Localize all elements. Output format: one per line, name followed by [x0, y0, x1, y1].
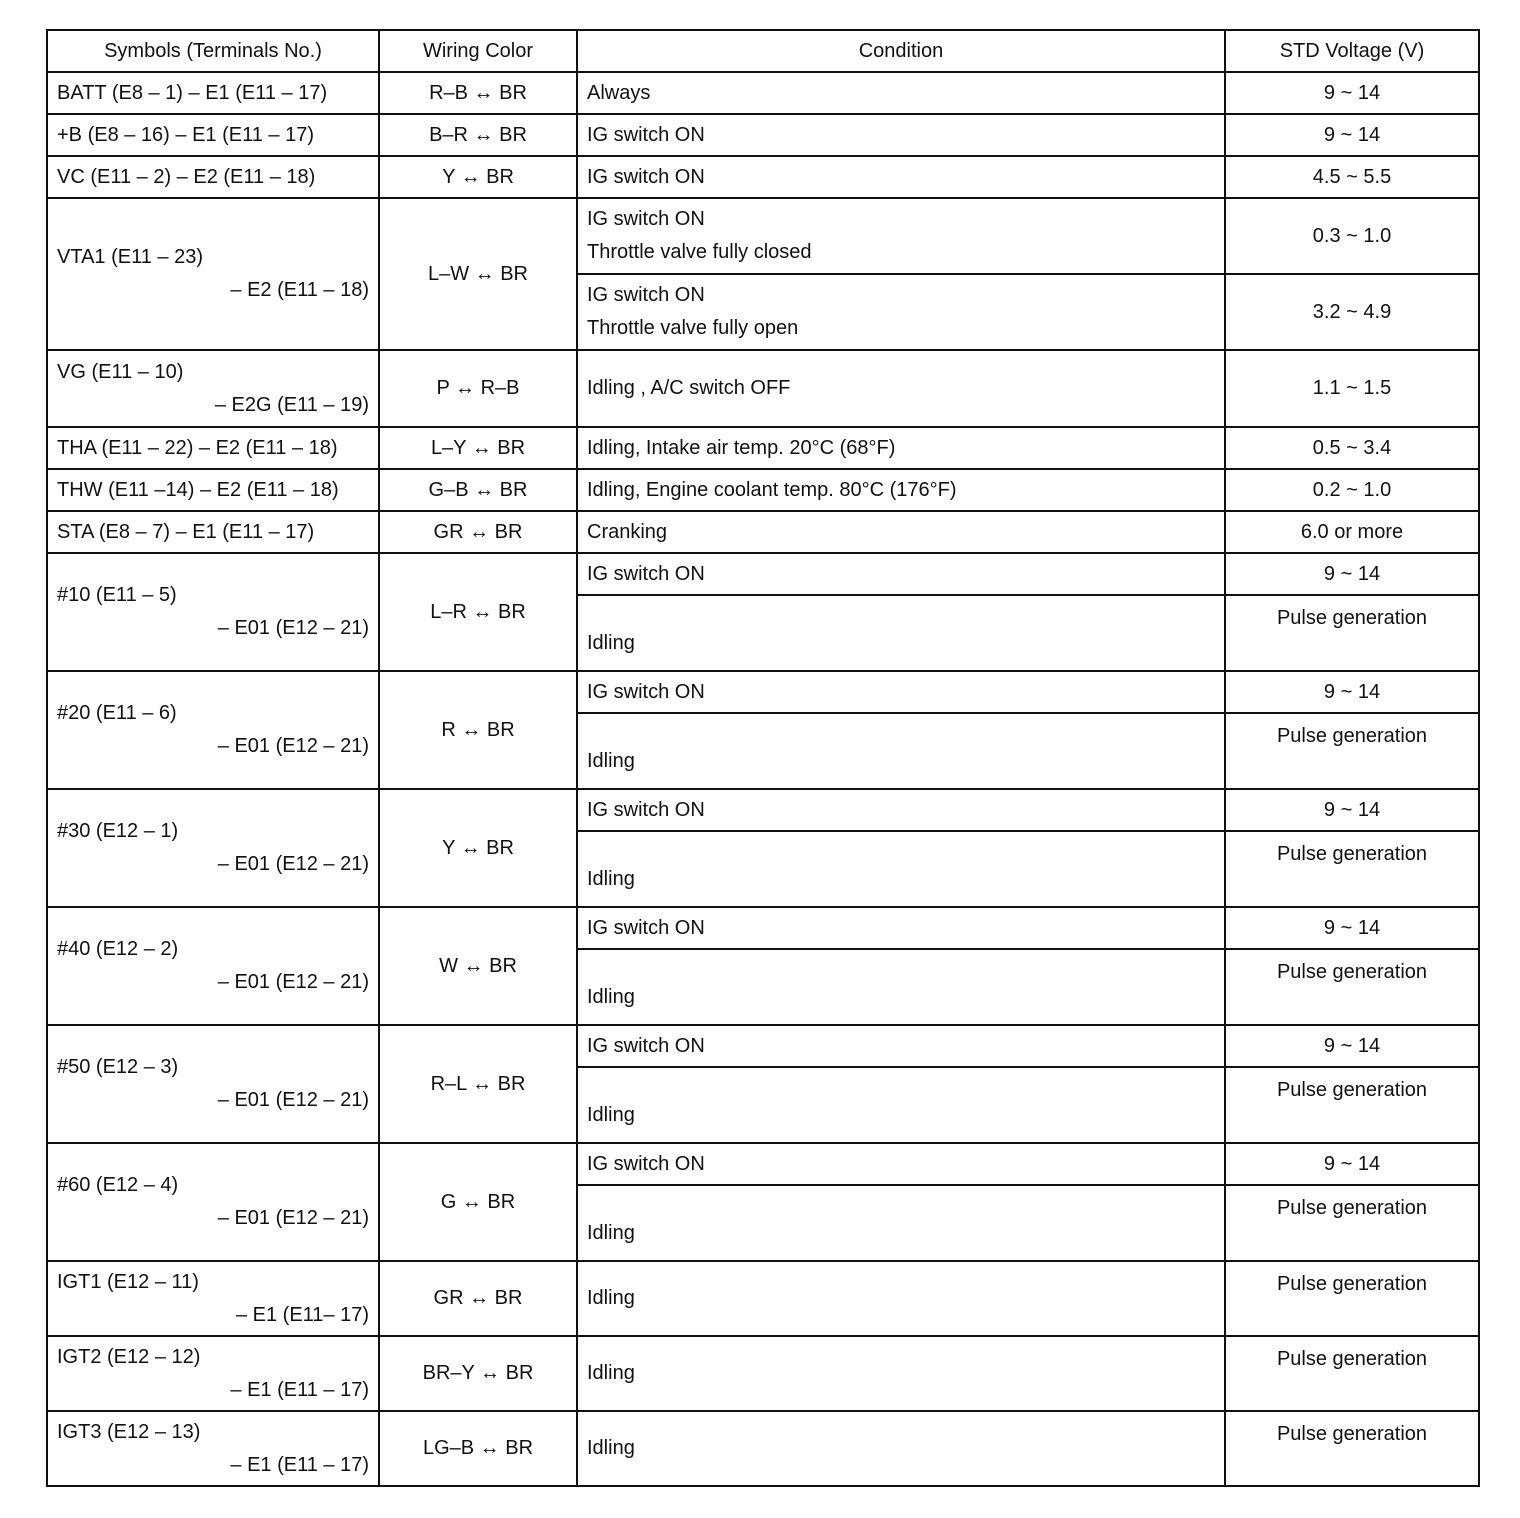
terminal-symbol-cell — [47, 198, 379, 350]
terminal-symbol-line: VTA1 (E11 – 23) — [57, 246, 203, 268]
condition-cell — [577, 1336, 1225, 1411]
wiring-color-cell: GR ↔ BR — [379, 1261, 577, 1336]
std-voltage-cell: 9 ~ 14 — [1225, 1143, 1479, 1185]
condition-line: IG switch ON — [587, 680, 705, 703]
table-row — [47, 427, 1479, 469]
condition-line: Idling, Intake air temp. 20°C (68°F) — [587, 436, 896, 459]
std-voltage-cell: Pulse generation — [1225, 1411, 1479, 1486]
condition-cell — [577, 595, 1225, 671]
table-row — [47, 671, 1479, 713]
condition-line: IG switch ON — [587, 798, 705, 821]
terminal-symbol-line: #30 (E12 – 1) — [57, 820, 179, 842]
std-voltage-cell: Pulse generation — [1225, 949, 1479, 1025]
wiring-color-cell: Y ↔ BR — [379, 156, 577, 198]
std-voltage-cell: 0.5 ~ 3.4 — [1225, 427, 1479, 469]
std-voltage-cell: 3.2 ~ 4.9 — [1225, 274, 1479, 350]
condition-cell — [577, 713, 1225, 789]
terminal-symbol-line: – E01 (E12 – 21) — [217, 735, 369, 757]
terminal-symbol-line: IGT3 (E12 – 13) — [57, 1420, 201, 1443]
condition-line: IG switch ON — [587, 208, 705, 230]
terminal-symbol-line: – E01 (E12 – 21) — [217, 853, 369, 875]
std-voltage-cell: 9 ~ 14 — [1225, 553, 1479, 595]
terminal-symbol-line: STA (E8 – 7) – E1 (E11 – 17) — [57, 520, 315, 543]
terminal-symbol-cell — [47, 1336, 379, 1411]
condition-line: IG switch ON — [587, 165, 705, 188]
terminal-symbol-line: THW (E11 –14) – E2 (E11 – 18) — [57, 478, 339, 501]
std-voltage-cell: Pulse generation — [1225, 1261, 1479, 1336]
condition-cell — [577, 1185, 1225, 1261]
table-row — [47, 553, 1479, 595]
terminal-symbol-line: IGT1 (E12 – 11) — [57, 1270, 199, 1293]
condition-cell — [577, 114, 1225, 156]
table-row — [47, 907, 1479, 949]
condition-line: Idling — [587, 868, 635, 890]
table-row — [47, 511, 1479, 553]
std-voltage-cell: Pulse generation — [1225, 1336, 1479, 1411]
terminal-symbol-line: – E2 (E11 – 18) — [230, 279, 369, 301]
wiring-color-cell: L–R ↔ BR — [379, 553, 577, 671]
terminal-symbol-line: THA (E11 – 22) – E2 (E11 – 18) — [57, 436, 338, 459]
wiring-color-cell: GR ↔ BR — [379, 511, 577, 553]
terminal-symbol-cell — [47, 1411, 379, 1486]
terminal-symbol-line: #50 (E12 – 3) — [57, 1056, 179, 1078]
wiring-color-cell: R ↔ BR — [379, 671, 577, 789]
terminal-symbol-line: – E1 (E11– 17) — [235, 1303, 369, 1326]
terminal-symbol-line: #40 (E12 – 2) — [57, 938, 179, 960]
condition-cell — [577, 1261, 1225, 1336]
condition-cell — [577, 949, 1225, 1025]
terminal-symbol-line: #10 (E11 – 5) — [57, 584, 177, 606]
terminal-symbol-line: – E01 (E12 – 21) — [217, 971, 369, 993]
terminal-symbol-line: – E01 (E12 – 21) — [217, 1089, 369, 1111]
table-row — [47, 1261, 1479, 1336]
condition-cell — [577, 1143, 1225, 1185]
condition-cell — [577, 1067, 1225, 1143]
table-row — [47, 1411, 1479, 1486]
condition-line: IG switch ON — [587, 123, 705, 146]
terminal-symbol-cell — [47, 469, 379, 511]
std-voltage-cell: 0.3 ~ 1.0 — [1225, 198, 1479, 274]
std-voltage-cell: 9 ~ 14 — [1225, 907, 1479, 949]
condition-line: IG switch ON — [587, 916, 705, 939]
condition-cell — [577, 1411, 1225, 1486]
terminal-voltage-table — [46, 29, 1480, 1487]
condition-cell — [577, 198, 1225, 274]
std-voltage-cell: 9 ~ 14 — [1225, 72, 1479, 114]
terminal-symbol-line: – E1 (E11 – 17) — [230, 1453, 369, 1476]
terminal-symbol-cell — [47, 671, 379, 789]
terminal-symbol-line: BATT (E8 – 1) – E1 (E11 – 17) — [57, 81, 328, 104]
header-symbols: Symbols (Terminals No.) — [47, 30, 379, 72]
std-voltage-cell: Pulse generation — [1225, 1185, 1479, 1261]
table-row — [47, 114, 1479, 156]
terminal-symbol-cell — [47, 350, 379, 427]
condition-line: Idling — [587, 750, 635, 772]
condition-cell — [577, 511, 1225, 553]
std-voltage-cell: Pulse generation — [1225, 831, 1479, 907]
condition-line: Cranking — [587, 520, 668, 543]
terminal-symbol-line: – E01 (E12 – 21) — [217, 617, 369, 639]
terminal-symbol-cell — [47, 1143, 379, 1261]
std-voltage-cell: 9 ~ 14 — [1225, 114, 1479, 156]
wiring-color-cell: R–L ↔ BR — [379, 1025, 577, 1143]
table-row — [47, 350, 1479, 427]
terminal-symbol-cell — [47, 156, 379, 198]
wiring-color-cell: L–Y ↔ BR — [379, 427, 577, 469]
terminal-symbol-cell — [47, 114, 379, 156]
condition-cell — [577, 469, 1225, 511]
wiring-color-cell: Y ↔ BR — [379, 789, 577, 907]
std-voltage-cell: 9 ~ 14 — [1225, 671, 1479, 713]
table-row — [47, 198, 1479, 274]
condition-cell — [577, 789, 1225, 831]
header-condition: Condition — [577, 30, 1225, 72]
std-voltage-cell: 9 ~ 14 — [1225, 789, 1479, 831]
condition-cell — [577, 274, 1225, 350]
std-voltage-cell: 6.0 or more — [1225, 511, 1479, 553]
terminal-symbol-line: #60 (E12 – 4) — [57, 1174, 179, 1196]
terminal-symbol-line: VC (E11 – 2) – E2 (E11 – 18) — [57, 165, 316, 188]
condition-line: Idling — [587, 1437, 635, 1459]
std-voltage-cell: Pulse generation — [1225, 713, 1479, 789]
condition-line: Always — [587, 81, 651, 104]
condition-cell — [577, 350, 1225, 427]
table-row — [47, 1143, 1479, 1185]
condition-cell — [577, 72, 1225, 114]
table-row — [47, 1336, 1479, 1411]
terminal-symbol-line: VG (E11 – 10) — [57, 360, 184, 383]
condition-cell — [577, 671, 1225, 713]
header-wiring-color: Wiring Color — [379, 30, 577, 72]
terminal-symbol-cell — [47, 1025, 379, 1143]
condition-line: Throttle valve fully closed — [587, 241, 812, 263]
condition-line: Idling, Engine coolant temp. 80°C (176°F) — [587, 478, 957, 501]
condition-cell — [577, 1025, 1225, 1067]
terminal-symbol-line: – E2G (E11 – 19) — [214, 393, 369, 416]
condition-cell — [577, 427, 1225, 469]
table-row — [47, 156, 1479, 198]
condition-line: IG switch ON — [587, 1152, 705, 1175]
terminal-symbol-line: IGT2 (E12 – 12) — [57, 1345, 201, 1368]
condition-line: Idling — [587, 1362, 635, 1384]
condition-line: Idling , A/C switch OFF — [587, 377, 791, 399]
wiring-color-cell: L–W ↔ BR — [379, 198, 577, 350]
table-row — [47, 1025, 1479, 1067]
terminal-symbol-cell — [47, 511, 379, 553]
terminal-symbol-line: – E1 (E11 – 17) — [230, 1378, 369, 1401]
terminal-symbol-cell — [47, 553, 379, 671]
terminal-symbol-cell — [47, 789, 379, 907]
wiring-color-cell: R–B ↔ BR — [379, 72, 577, 114]
terminal-symbol-cell — [47, 907, 379, 1025]
table-row — [47, 789, 1479, 831]
wiring-color-cell: LG–B ↔ BR — [379, 1411, 577, 1486]
table-row — [47, 72, 1479, 114]
condition-line: Idling — [587, 1287, 635, 1309]
wiring-color-cell: G ↔ BR — [379, 1143, 577, 1261]
condition-line: Idling — [587, 1222, 635, 1244]
condition-line: Idling — [587, 632, 635, 654]
terminal-symbol-cell — [47, 1261, 379, 1336]
table-body — [47, 72, 1479, 1486]
condition-cell — [577, 553, 1225, 595]
header-row — [47, 30, 1479, 72]
condition-line: IG switch ON — [587, 562, 705, 585]
terminal-symbol-line: – E01 (E12 – 21) — [217, 1207, 369, 1229]
std-voltage-cell: 4.5 ~ 5.5 — [1225, 156, 1479, 198]
std-voltage-cell: 9 ~ 14 — [1225, 1025, 1479, 1067]
std-voltage-cell: Pulse generation — [1225, 1067, 1479, 1143]
condition-cell — [577, 156, 1225, 198]
wiring-color-cell: B–R ↔ BR — [379, 114, 577, 156]
std-voltage-cell: Pulse generation — [1225, 595, 1479, 671]
header-std-voltage: STD Voltage (V) — [1225, 30, 1479, 72]
terminal-symbol-line: +B (E8 – 16) – E1 (E11 – 17) — [57, 123, 315, 146]
terminal-symbol-cell — [47, 72, 379, 114]
terminal-symbol-cell — [47, 427, 379, 469]
std-voltage-cell: 1.1 ~ 1.5 — [1225, 350, 1479, 427]
condition-cell — [577, 831, 1225, 907]
wiring-color-cell: BR–Y ↔ BR — [379, 1336, 577, 1411]
condition-cell — [577, 907, 1225, 949]
terminal-symbol-line: #20 (E11 – 6) — [57, 702, 177, 724]
wiring-color-cell: P ↔ R–B — [379, 350, 577, 427]
condition-line: IG switch ON — [587, 1034, 705, 1057]
table-row — [47, 469, 1479, 511]
wiring-color-cell: G–B ↔ BR — [379, 469, 577, 511]
wiring-color-cell: W ↔ BR — [379, 907, 577, 1025]
condition-line: Idling — [587, 986, 635, 1008]
std-voltage-cell: 0.2 ~ 1.0 — [1225, 469, 1479, 511]
condition-line: Throttle valve fully open — [587, 317, 799, 339]
condition-line: Idling — [587, 1104, 635, 1126]
condition-line: IG switch ON — [587, 284, 705, 306]
